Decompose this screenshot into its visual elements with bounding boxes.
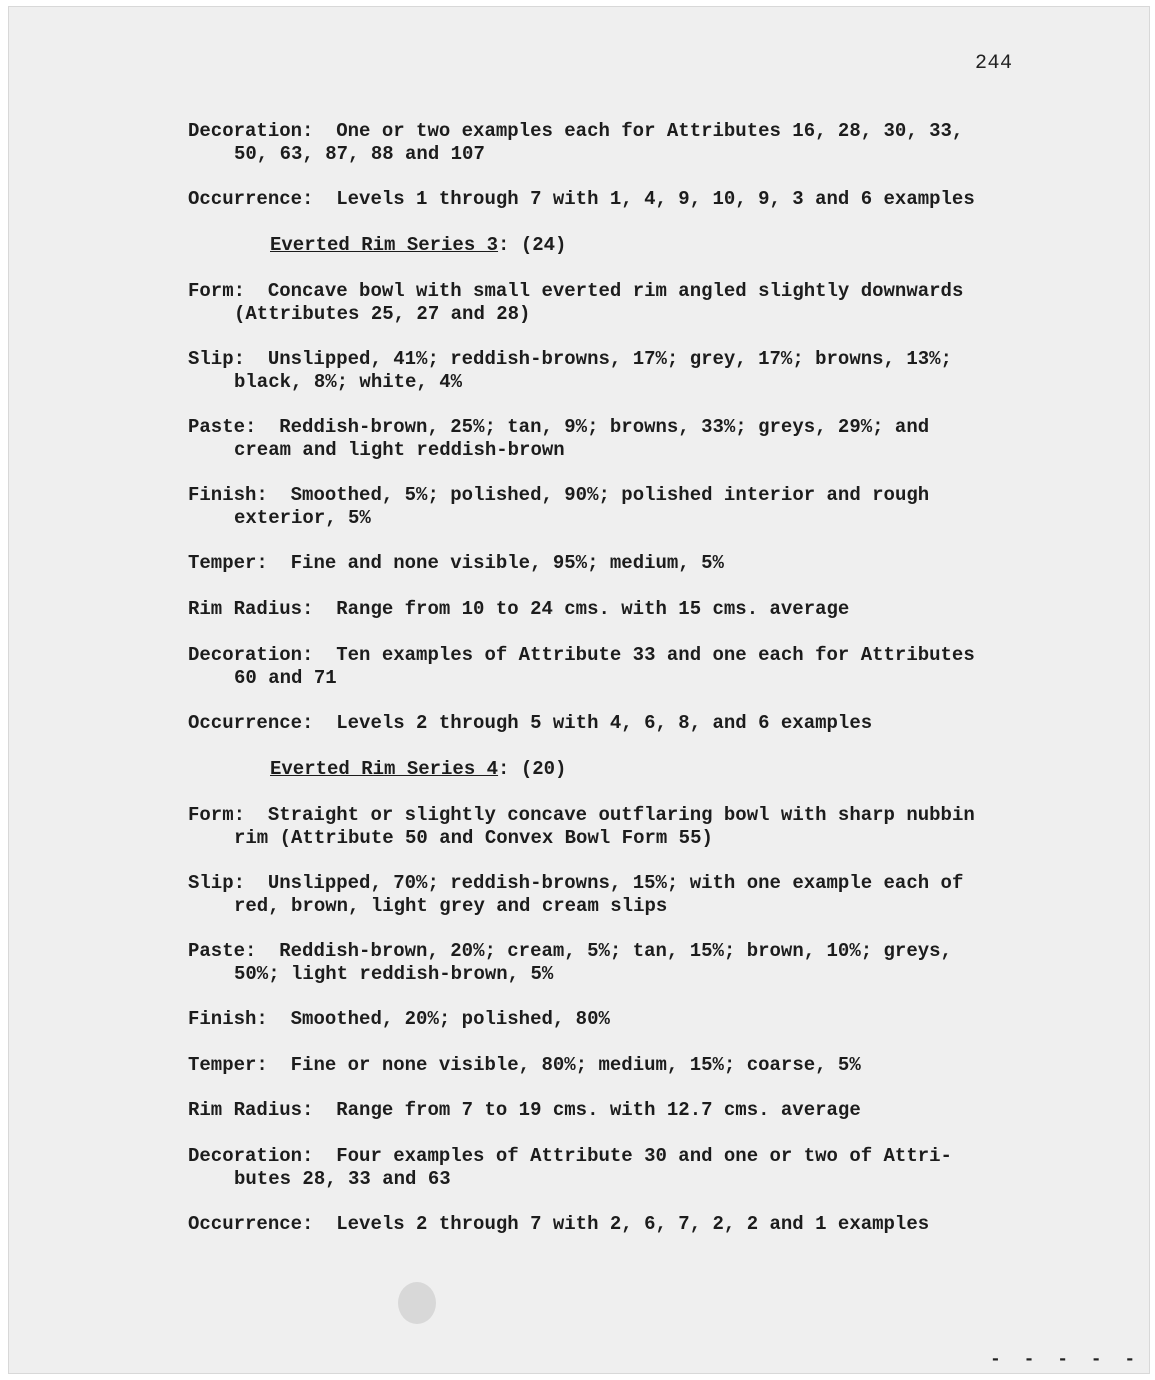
series-title: Everted Rim Series 3 (270, 234, 499, 256)
entry-label: Occurrence: (188, 712, 314, 734)
temper-entry (188, 1054, 1008, 1077)
entry-label: Rim Radius: (188, 1099, 314, 1121)
entry-label: Temper: (188, 552, 268, 574)
form-entry (188, 280, 1008, 326)
entry-label: Occurrence: (188, 188, 314, 210)
entry-text: Four examples of Attribute 30 and one or two of Attri- (336, 1145, 952, 1167)
decoration-entry (188, 120, 1008, 166)
decoration-entry (188, 644, 1008, 690)
entry-text: Concave bowl with small everted rim angled slightly downwards (267, 280, 964, 302)
paste-entry (188, 940, 1008, 986)
entry-text: Fine or none visible, 80%; medium, 15%; coarse, 5% (290, 1054, 861, 1076)
entry-continuation: exterior, 5% (234, 507, 371, 529)
series-title: Everted Rim Series 4 (270, 758, 499, 780)
entry-text: One or two examples each for Attributes 16, 28, 30, 33, (336, 120, 964, 142)
entry-text: Range from 7 to 19 cms. with 12.7 cms. average (336, 1099, 861, 1121)
entry-label: Paste: (188, 416, 257, 438)
occurrence-entry (188, 188, 1008, 211)
entry-label: Decoration: (188, 120, 314, 142)
series-heading (270, 234, 1090, 257)
entry-continuation: black, 8%; white, 4% (234, 371, 463, 393)
paste-entry (188, 416, 1008, 462)
entry-text: Straight or slightly concave outflaring bowl with sharp nubbin (267, 804, 975, 826)
occurrence-entry (188, 1213, 1008, 1236)
entry-text: Unslipped, 41%; reddish-browns, 17%; grey, 17%; browns, 13%; (267, 348, 952, 370)
entry-text: Levels 2 through 5 with 4, 6, 8, and 6 examples (336, 712, 873, 734)
entry-continuation: 50, 63, 87, 88 and 107 (234, 143, 485, 165)
entry-label: Slip: (188, 348, 246, 370)
entry-continuation: rim (Attribute 50 and Convex Bowl Form 55) (234, 827, 713, 849)
entry-text: Levels 1 through 7 with 1, 4, 9, 10, 9, 3 and 6 examples (336, 188, 975, 210)
entry-continuation: 60 and 71 (234, 667, 337, 689)
entry-continuation: (Attributes 25, 27 and 28) (234, 303, 531, 325)
entry-label: Paste: (188, 940, 257, 962)
form-entry (188, 804, 1008, 850)
entry-text: Ten examples of Attribute 33 and one each for Attributes (336, 644, 975, 666)
entry-label: Decoration: (188, 1145, 314, 1167)
entry-label: Decoration: (188, 644, 314, 666)
rim-radius-entry (188, 598, 1008, 621)
entry-text: Fine and none visible, 95%; medium, 5% (290, 552, 724, 574)
entry-text: Range from 10 to 24 cms. with 15 cms. average (336, 598, 850, 620)
occurrence-entry (188, 712, 1008, 735)
entry-label: Slip: (188, 872, 246, 894)
finish-entry (188, 484, 1008, 530)
entry-text: Reddish-brown, 20%; cream, 5%; tan, 15%; brown, 10%; greys, (279, 940, 952, 962)
slip-entry (188, 872, 1008, 918)
scan-smudge (398, 1282, 436, 1324)
series-count: : (20) (498, 758, 567, 780)
entry-continuation: butes 28, 33 and 63 (234, 1168, 451, 1190)
entry-label: Finish: (188, 484, 268, 506)
entry-text: Reddish-brown, 25%; tan, 9%; browns, 33%; greys, 29%; and (279, 416, 930, 438)
entry-label: Form: (188, 280, 246, 302)
series-heading (270, 758, 1090, 781)
decoration-entry (188, 1145, 1008, 1191)
temper-entry (188, 552, 1008, 575)
rim-radius-entry (188, 1099, 1008, 1122)
slip-entry (188, 348, 1008, 394)
footer-dashes: - - - - - (990, 1350, 1142, 1370)
entry-label: Rim Radius: (188, 598, 314, 620)
page-number: 244 (975, 52, 1013, 75)
entry-label: Form: (188, 804, 246, 826)
entry-label: Temper: (188, 1054, 268, 1076)
entry-text: Smoothed, 5%; polished, 90%; polished interior and rough (290, 484, 930, 506)
finish-entry (188, 1008, 1008, 1031)
entry-continuation: cream and light reddish-brown (234, 439, 565, 461)
entry-label: Occurrence: (188, 1213, 314, 1235)
entry-text: Levels 2 through 7 with 2, 6, 7, 2, 2 and 1 examples (336, 1213, 930, 1235)
entry-continuation: 50%; light reddish-brown, 5% (234, 963, 554, 985)
entry-continuation: red, brown, light grey and cream slips (234, 895, 668, 917)
series-count: : (24) (498, 234, 567, 256)
entry-text: Unslipped, 70%; reddish-browns, 15%; with one example each of (267, 872, 964, 894)
entry-text: Smoothed, 20%; polished, 80% (290, 1008, 610, 1030)
entry-label: Finish: (188, 1008, 268, 1030)
